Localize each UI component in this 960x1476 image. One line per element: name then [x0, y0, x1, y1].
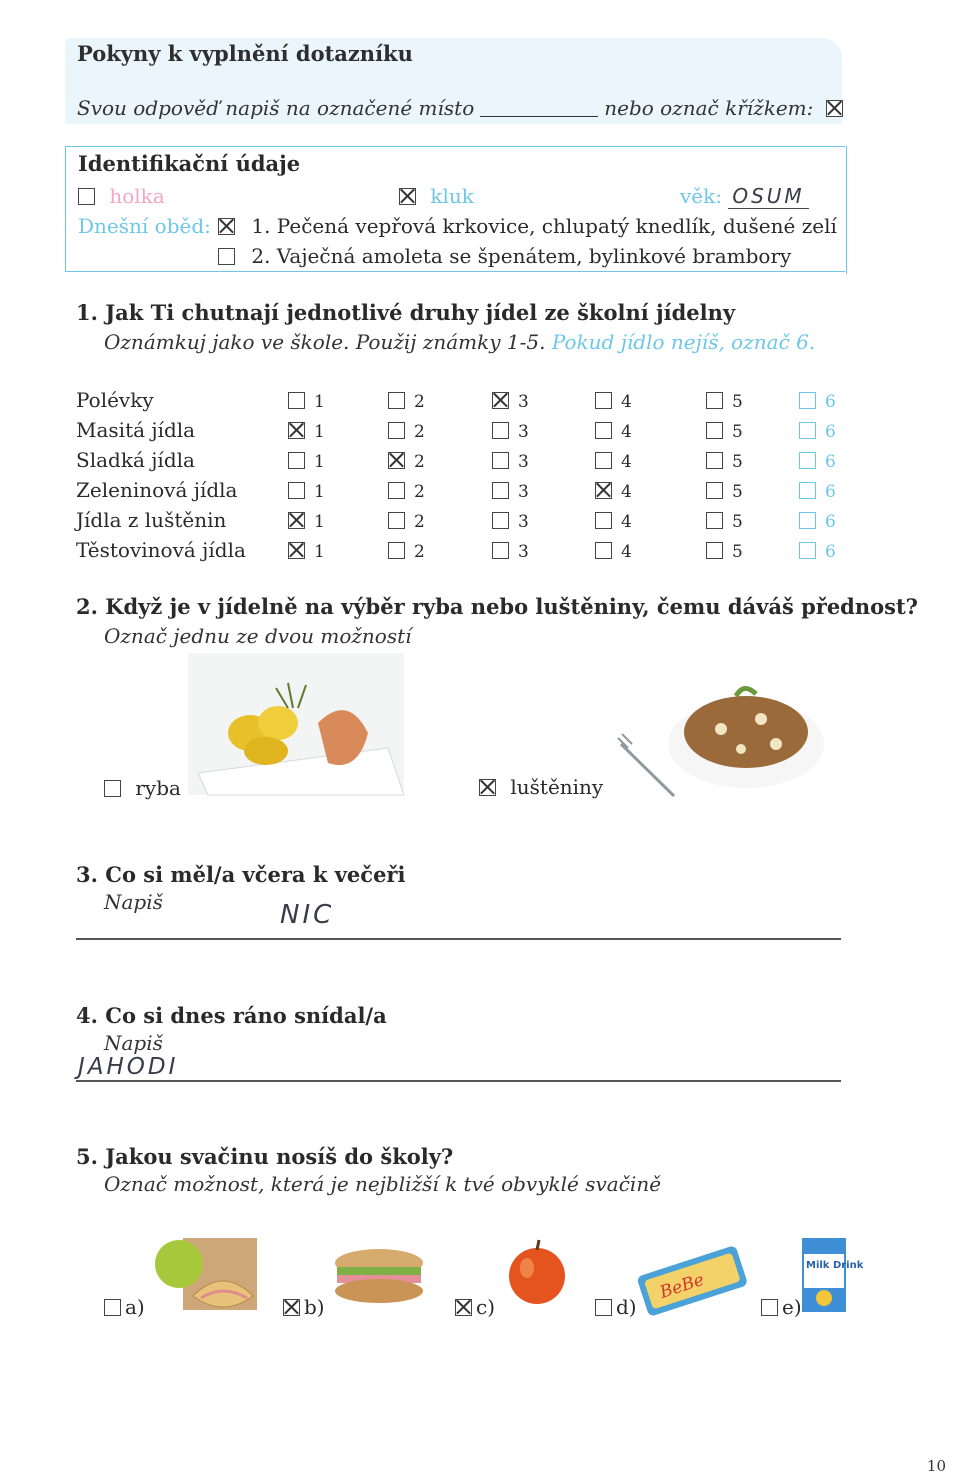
q1-sub-blue: Pokud jídlo nejíš, označ 6.	[551, 330, 816, 354]
q3-heading: 3. Co si měl/a včera k večeři	[76, 862, 406, 887]
grade-number: 4	[621, 512, 632, 532]
grade-checkbox[interactable]	[492, 392, 509, 409]
q1-row-label: Jídla z luštěnin	[76, 508, 227, 532]
lunch-label: Dnešní oběd:	[78, 214, 211, 238]
q1-grade-option[interactable]	[799, 452, 836, 472]
q1-grade-option[interactable]	[706, 482, 743, 502]
box-corner	[823, 146, 847, 274]
grade-number: 4	[621, 392, 632, 412]
grade-checkbox[interactable]	[288, 512, 305, 529]
q5-option[interactable]	[761, 1295, 802, 1319]
bebe-biscuit-image	[636, 1242, 748, 1318]
legumes-dish-image	[616, 674, 826, 804]
q1-row-label: Zeleninová jídla	[76, 478, 238, 502]
fish-label: ryba	[135, 776, 181, 800]
q5-option-label: b)	[304, 1295, 325, 1319]
q1-grade-option[interactable]	[706, 542, 743, 562]
grade-checkbox[interactable]	[492, 422, 509, 439]
q1-grade-option[interactable]	[706, 512, 743, 532]
identification-title: Identifikační údaje	[78, 151, 301, 176]
q1-grade-option[interactable]	[288, 422, 325, 442]
age-value[interactable]: OSUM	[728, 184, 808, 209]
q1-grade-option[interactable]	[388, 482, 425, 502]
grade-checkbox[interactable]	[799, 542, 816, 559]
grade-number: 5	[732, 512, 743, 532]
q1-grade-option[interactable]	[288, 512, 325, 532]
milk-brand-text: Milk Drink	[806, 1260, 864, 1271]
q1-grade-option[interactable]	[799, 542, 836, 562]
q4-answer[interactable]: JAHODI	[78, 1054, 179, 1080]
grade-checkbox[interactable]	[799, 422, 816, 439]
grade-checkbox[interactable]	[288, 422, 305, 439]
grade-checkbox[interactable]	[595, 482, 612, 499]
q1-grade-option[interactable]	[595, 422, 632, 442]
grade-number: 6	[825, 422, 836, 442]
grade-checkbox[interactable]	[706, 392, 723, 409]
grade-number: 4	[621, 452, 632, 472]
grade-number: 3	[518, 422, 529, 442]
q1-grade-option[interactable]	[388, 452, 425, 472]
q1-grade-option[interactable]	[595, 512, 632, 532]
q1-grade-option[interactable]	[595, 392, 632, 412]
grade-checkbox[interactable]	[388, 422, 405, 439]
grade-number: 6	[825, 392, 836, 412]
q1-row-label: Masitá jídla	[76, 418, 196, 442]
q5-checkbox[interactable]	[595, 1299, 612, 1316]
grade-number: 6	[825, 512, 836, 532]
q1-grade-option[interactable]	[288, 542, 325, 562]
instructions-title: Pokyny k vyplnění dotazníku	[77, 41, 413, 66]
grade-number: 6	[825, 452, 836, 472]
q5-checkbox[interactable]	[104, 1299, 121, 1316]
q1-grade-option[interactable]	[595, 452, 632, 472]
grade-number: 3	[518, 482, 529, 502]
age-label: věk:	[680, 184, 722, 208]
q5-subtitle: Označ možnost, která je nejbližší k tvé obvyklé svačině	[104, 1172, 662, 1196]
grade-checkbox[interactable]	[288, 392, 305, 409]
grade-checkbox[interactable]	[492, 452, 509, 469]
grade-checkbox[interactable]	[706, 512, 723, 529]
grade-number: 1	[314, 452, 325, 472]
grade-checkbox[interactable]	[595, 542, 612, 559]
sample-checkbox-icon	[826, 100, 843, 117]
grade-number: 2	[414, 482, 425, 502]
q1-grade-option[interactable]	[388, 512, 425, 532]
q1-grade-option[interactable]	[799, 482, 836, 502]
grade-number: 5	[732, 542, 743, 562]
grade-checkbox[interactable]	[706, 542, 723, 559]
legumes-option[interactable]	[479, 775, 603, 799]
q3-subtitle: Napiš	[104, 890, 163, 914]
q5-option-label: d)	[616, 1295, 637, 1319]
q1-grade-option[interactable]	[492, 452, 529, 472]
q5-checkbox[interactable]	[283, 1299, 300, 1316]
grade-number: 6	[825, 542, 836, 562]
girl-label: holka	[109, 184, 165, 208]
q5-option[interactable]	[595, 1295, 637, 1319]
grade-number: 6	[825, 482, 836, 502]
q1-grade-option[interactable]	[492, 542, 529, 562]
grade-number: 5	[732, 422, 743, 442]
grade-number: 1	[314, 422, 325, 442]
identification-box	[65, 146, 845, 272]
grade-number: 3	[518, 512, 529, 532]
q1-grade-option[interactable]	[492, 512, 529, 532]
q3-answer[interactable]: NIC	[280, 900, 335, 930]
q5-checkbox[interactable]	[761, 1299, 778, 1316]
grade-checkbox[interactable]	[799, 392, 816, 409]
lunch-1-checkbox[interactable]	[218, 218, 235, 235]
grade-checkbox[interactable]	[595, 452, 612, 469]
grade-checkbox[interactable]	[595, 392, 612, 409]
bebe-brand-text: BeBe	[657, 1269, 707, 1303]
grade-checkbox[interactable]	[799, 512, 816, 529]
legumes-label: luštěniny	[510, 775, 604, 799]
grade-checkbox[interactable]	[706, 422, 723, 439]
grade-checkbox[interactable]	[799, 482, 816, 499]
grade-checkbox[interactable]	[706, 482, 723, 499]
apple-image	[505, 1238, 569, 1306]
grade-number: 4	[621, 542, 632, 562]
q5-option[interactable]	[455, 1295, 495, 1319]
q1-grade-option[interactable]	[799, 392, 836, 412]
q1-row-label: Polévky	[76, 388, 154, 412]
q1-grade-option[interactable]	[492, 482, 529, 502]
baguette-sandwich-image	[333, 1245, 425, 1309]
q1-grade-option[interactable]	[288, 392, 325, 412]
q5-option-label: a)	[125, 1295, 145, 1319]
fish-checkbox[interactable]	[104, 780, 121, 797]
q1-grade-option[interactable]	[388, 422, 425, 442]
grade-number: 3	[518, 542, 529, 562]
q1-grade-option[interactable]	[288, 482, 325, 502]
q1-grade-option[interactable]	[388, 542, 425, 562]
q4-answer-line	[76, 1080, 841, 1082]
grade-number: 2	[414, 542, 425, 562]
age-field[interactable]	[680, 184, 809, 208]
q5-option-label: c)	[476, 1295, 496, 1319]
grade-checkbox[interactable]	[388, 452, 405, 469]
grade-checkbox[interactable]	[799, 452, 816, 469]
lunch-2-checkbox[interactable]	[218, 248, 235, 265]
grade-number: 5	[732, 482, 743, 502]
q1-sub-main: Oznámkuj jako ve škole. Použij známky 1-5.	[104, 330, 546, 354]
answer-blank-sample	[480, 116, 598, 117]
grade-number: 1	[314, 482, 325, 502]
boy-checkbox[interactable]	[399, 188, 416, 205]
lunch-option-1[interactable]	[218, 214, 837, 238]
q5-heading: 5. Jakou svačinu nosíš do školy?	[76, 1144, 454, 1169]
lunch-option-2[interactable]	[218, 244, 791, 268]
fish-dish-image	[188, 653, 404, 795]
q2-heading: 2. Když je v jídelně na výběr ryba nebo luštěniny, čemu dáváš přednost?	[76, 594, 918, 619]
q4-heading: 4. Co si dnes ráno snídal/a	[76, 1003, 387, 1028]
q1-grade-option[interactable]	[706, 392, 743, 412]
grade-checkbox[interactable]	[595, 512, 612, 529]
q1-row-label: Sladká jídla	[76, 448, 195, 472]
q5-checkbox[interactable]	[455, 1299, 472, 1316]
lunch-2-text: 2. Vaječná amoleta se špenátem, bylinkové brambory	[251, 244, 792, 268]
fish-option[interactable]	[104, 776, 181, 800]
grade-number: 2	[414, 392, 425, 412]
q1-grade-option[interactable]	[388, 392, 425, 412]
grade-checkbox[interactable]	[388, 512, 405, 529]
boy-label: kluk	[430, 184, 474, 208]
instructions-text-after: nebo označ křížkem:	[604, 96, 814, 120]
grade-checkbox[interactable]	[492, 512, 509, 529]
q4-subtitle: Napiš	[104, 1031, 163, 1055]
grade-number: 1	[314, 542, 325, 562]
grade-number: 3	[518, 452, 529, 472]
instructions-box	[65, 38, 842, 124]
grade-checkbox[interactable]	[288, 452, 305, 469]
girl-checkbox[interactable]	[78, 188, 95, 205]
grade-checkbox[interactable]	[388, 392, 405, 409]
milk-drink-image	[800, 1236, 864, 1314]
grade-number: 2	[414, 452, 425, 472]
grade-number: 4	[621, 422, 632, 442]
boy-option[interactable]	[399, 184, 474, 208]
q3-answer-line	[76, 938, 841, 940]
q1-grade-option[interactable]	[492, 422, 529, 442]
grade-number: 1	[314, 512, 325, 532]
legumes-checkbox[interactable]	[479, 779, 496, 796]
grade-number: 5	[732, 392, 743, 412]
apple-sandwich-image	[153, 1236, 259, 1318]
q1-grade-option[interactable]	[595, 542, 632, 562]
grade-checkbox[interactable]	[388, 482, 405, 499]
q5-option-label: e)	[782, 1295, 802, 1319]
q1-grade-option[interactable]	[799, 512, 836, 532]
grade-number: 2	[414, 422, 425, 442]
instructions-text-before: Svou odpověď napiš na označené místo	[77, 96, 475, 120]
instructions-line	[77, 96, 843, 120]
grade-number: 5	[732, 452, 743, 472]
grade-number: 4	[621, 482, 632, 502]
q1-grade-option[interactable]	[706, 422, 743, 442]
lunch-1-text: 1. Pečená vepřová krkovice, chlupatý knedlík, dušené zelí	[251, 214, 837, 238]
girl-option[interactable]	[78, 184, 165, 208]
q1-grade-option[interactable]	[492, 392, 529, 412]
grade-checkbox[interactable]	[492, 542, 509, 559]
grade-checkbox[interactable]	[288, 482, 305, 499]
q2-subtitle: Označ jednu ze dvou možností	[104, 624, 412, 648]
q1-grade-option[interactable]	[288, 452, 325, 472]
grade-checkbox[interactable]	[288, 542, 305, 559]
grade-number: 3	[518, 392, 529, 412]
q1-grade-option[interactable]	[595, 482, 632, 502]
grade-checkbox[interactable]	[388, 542, 405, 559]
grade-checkbox[interactable]	[492, 482, 509, 499]
grade-number: 1	[314, 392, 325, 412]
q1-row-label: Těstovinová jídla	[76, 538, 246, 562]
grade-number: 2	[414, 512, 425, 532]
q5-option[interactable]	[283, 1295, 325, 1319]
q1-grade-option[interactable]	[706, 452, 743, 472]
grade-checkbox[interactable]	[706, 452, 723, 469]
q1-heading: 1. Jak Ti chutnají jednotlivé druhy jídel ze školní jídelny	[76, 300, 736, 325]
page-number: 10	[926, 1457, 946, 1475]
q1-grade-option[interactable]	[799, 422, 836, 442]
q5-option[interactable]	[104, 1295, 145, 1319]
grade-checkbox[interactable]	[595, 422, 612, 439]
q1-subtitle	[104, 330, 815, 354]
